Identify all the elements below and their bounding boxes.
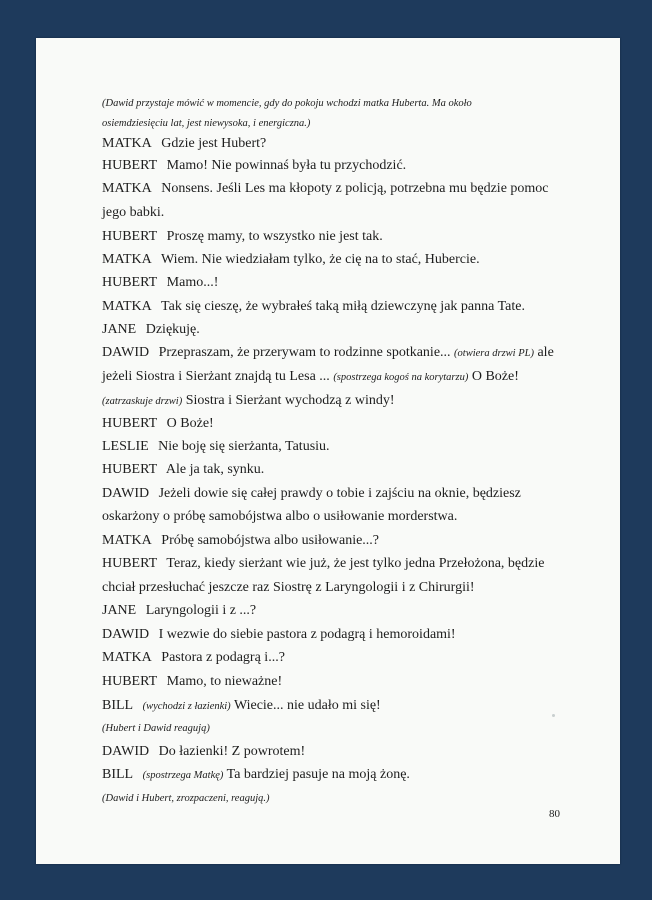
speaker-name: MATKA	[102, 252, 152, 267]
script-line	[102, 94, 582, 113]
speaker-name: MATKA	[102, 533, 152, 548]
script-line	[102, 579, 582, 597]
stage-direction: (spostrzega kogoś na korytarzu)	[333, 372, 469, 383]
dialogue-text: Mamo, to nieważne!	[166, 674, 283, 689]
script-line	[102, 157, 582, 175]
speaker-name: BILL	[102, 767, 134, 782]
script-line	[102, 114, 582, 133]
dialogue-text: Mamo...!	[166, 275, 219, 290]
script-line	[102, 392, 582, 411]
script-line	[102, 344, 582, 363]
stage-direction: (otwiera drzwi PL)	[454, 348, 534, 359]
script-page	[36, 38, 620, 864]
script-line	[102, 228, 582, 246]
dialogue-text: Gdzie jest Hubert?	[161, 136, 267, 151]
speaker-name: BILL	[102, 698, 134, 713]
dialogue-text: Nonsens. Jeśli Les ma kłopoty z policją, potrzebna mu będzie pomoc	[161, 181, 549, 196]
page-number: 80	[549, 808, 560, 820]
script-line	[102, 649, 582, 667]
speaker-name: MATKA	[102, 136, 152, 151]
dialogue-text: chciał przesłuchać jeszcze raz Siostrę z Laryngologii i z Chirurgii!	[102, 580, 475, 595]
dialogue-text: Jeżeli dowie się całej prawdy o tobie i zajściu na oknie, będziesz	[158, 486, 521, 501]
dialogue-text: Pastora z podagrą i...?	[161, 650, 285, 665]
speaker-name: DAWID	[102, 744, 150, 759]
dialogue-text: Tak się cieszę, że wybrałeś taką miłą dziewczynę jak panna Tate.	[161, 299, 525, 314]
script-line	[102, 204, 582, 222]
dialogue-text: O Boże!	[166, 416, 214, 431]
speaker-name: HUBERT	[102, 556, 158, 571]
dialogue-text: Laryngologii i z ...?	[145, 603, 257, 618]
script-line	[102, 719, 582, 738]
speaker-name: HUBERT	[102, 229, 158, 244]
dialogue-text: Ta bardziej pasuje na moją żonę.	[226, 767, 410, 782]
speaker-name: JANE	[102, 603, 137, 618]
speaker-name: LESLIE	[102, 439, 149, 454]
dialogue-text: Przepraszam, że przerywam to rodzinne spotkanie...	[158, 345, 451, 360]
dialogue-text: I wezwie do siebie pastora z podagrą i hemoroidami!	[158, 627, 456, 642]
speaker-name: HUBERT	[102, 462, 158, 477]
speaker-name: HUBERT	[102, 674, 158, 689]
speaker-name: HUBERT	[102, 158, 158, 173]
stage-direction: osiemdziesięciu lat, jest niewysoka, i energiczna.)	[102, 118, 311, 129]
stage-direction: (Dawid przystaje mówić w momencie, gdy do pokoju wchodzi matka Huberta. Ma około	[102, 98, 472, 109]
dialogue-text: Ale ja tak, synku.	[165, 462, 265, 477]
stage-direction: (spostrzega Matkę)	[142, 770, 224, 781]
script-line	[102, 673, 582, 691]
dialogue-text: Wiem. Nie wiedziałam tylko, że cię na to stać, Hubercie.	[161, 252, 480, 267]
dialogue-text: Mamo! Nie powinnaś była tu przychodzić.	[166, 158, 407, 173]
dialogue-text: oskarżony o próbę samobójstwa albo o usiłowanie morderstwa.	[102, 509, 458, 524]
script-line	[102, 766, 582, 785]
dialogue-text: Wiecie... nie udało mi się!	[233, 698, 381, 713]
speaker-name: JANE	[102, 322, 137, 337]
dialogue-text: Próbę samobójstwa albo usiłowanie...?	[161, 533, 380, 548]
speaker-name: MATKA	[102, 181, 152, 196]
stage-direction: (wychodzi z łazienki)	[142, 701, 231, 712]
script-line	[102, 415, 582, 433]
script-line	[102, 485, 582, 503]
speaker-name: DAWID	[102, 627, 150, 642]
stage-direction: (Hubert i Dawid reagują)	[102, 723, 210, 734]
stage-direction: (Dawid i Hubert, zrozpaczeni, reagują.)	[102, 793, 270, 804]
script-line	[102, 368, 582, 387]
speaker-name: DAWID	[102, 486, 150, 501]
dialogue-text: O Boże!	[471, 369, 519, 384]
script-line	[102, 697, 582, 716]
script-line	[102, 274, 582, 292]
paper-speck	[552, 714, 555, 717]
script-line	[102, 321, 582, 339]
script-line	[102, 626, 582, 644]
stage-direction: (zatrzaskuje drzwi)	[102, 396, 183, 407]
script-line	[102, 180, 582, 198]
dialogue-text: Siostra i Sierżant wychodzą z windy!	[185, 393, 395, 408]
script-line	[102, 555, 582, 573]
script-line	[102, 602, 582, 620]
speaker-name: MATKA	[102, 650, 152, 665]
script-line	[102, 298, 582, 316]
script-line	[102, 135, 582, 153]
dialogue-text: Do łazienki! Z powrotem!	[158, 744, 306, 759]
speaker-name: DAWID	[102, 345, 150, 360]
dialogue-text: jeżeli Siostra i Sierżant znajdą tu Lesa ...	[102, 369, 330, 384]
script-line	[102, 438, 582, 456]
speaker-name: HUBERT	[102, 275, 158, 290]
dialogue-text: Proszę mamy, to wszystko nie jest tak.	[166, 229, 383, 244]
script-line	[102, 508, 582, 526]
dialogue-text: jego babki.	[102, 205, 165, 220]
script-line	[102, 461, 582, 479]
dialogue-text: ale	[537, 345, 554, 360]
speaker-name: MATKA	[102, 299, 152, 314]
dialogue-text: Nie boję się sierżanta, Tatusiu.	[158, 439, 330, 454]
script-line	[102, 532, 582, 550]
script-line	[102, 251, 582, 269]
script-line	[102, 743, 582, 761]
dialogue-text: Dziękuję.	[145, 322, 200, 337]
dialogue-text: Teraz, kiedy sierżant wie już, że jest tylko jedna Przełożona, będzie	[166, 556, 545, 571]
speaker-name: HUBERT	[102, 416, 158, 431]
script-line	[102, 789, 582, 808]
